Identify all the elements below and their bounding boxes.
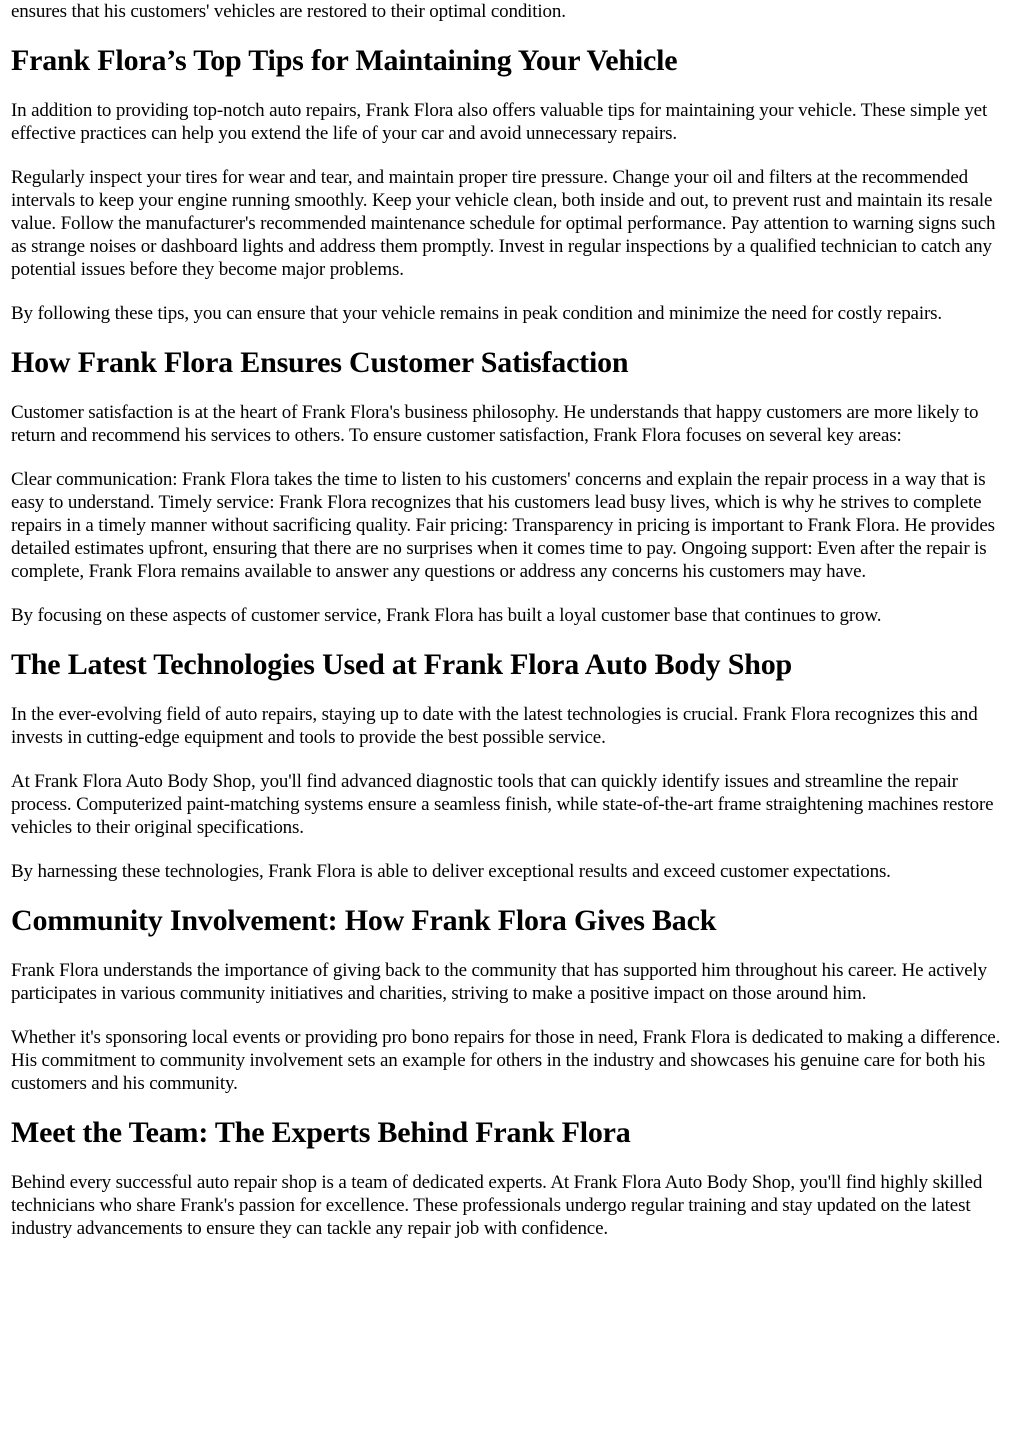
paragraph: Clear communication: Frank Flora takes the time to listen to his customers' concerns and explain the repair process in a way that is easy to understand. Timely service: Frank Flora recognizes that his customers lead busy lives, which is why he strives to complete repairs in a timely manner without sacrificing quality. Fair pricing: Transparency in pricing is important to Frank Flora. He provides detailed estimates upfront, ensuring that there are no surprises when it comes time to pay. Ongoing support: Even after the repair is complete, Frank Flora remains available to answer any questions or address any concerns his customers may have. [11,469,995,582]
section-customer-satisfaction [11,345,1013,627]
section-heading: Meet the Team: The Experts Behind Frank Flora [11,1116,631,1149]
paragraph: Whether it's sponsoring local events or providing pro bono repairs for those in need, Frank Flora is dedicated to making a difference. His commitment to community involvement sets an example for others in the industry and showcases his genuine care for both his customers and his community. [11,1027,1001,1094]
paragraph: By focusing on these aspects of customer service, Frank Flora has built a loyal customer base that continues to grow. [11,605,882,626]
paragraph: Regularly inspect your tires for wear and tear, and maintain proper tire pressure. Change your oil and filters at the recommended intervals to keep your engine running smoothly. Keep your vehicle clean, both inside and out, to prevent rust and maintain its resale value. Follow the manufacturer's recommended maintenance schedule for optimal performance. Pay attention to warning signs such as strange noises or dashboard lights and address them promptly. Invest in regular inspections by a qualified technician to catch any potential issues before they become major problems. [11,167,996,280]
section-team [11,1115,1013,1240]
section-heading: How Frank Flora Ensures Customer Satisfaction [11,346,629,379]
section-heading: Community Involvement: How Frank Flora Gives Back [11,904,717,937]
section-technologies [11,647,1013,883]
paragraph: By following these tips, you can ensure that your vehicle remains in peak condition and minimize the need for costly repairs. [11,303,942,324]
section-heading: The Latest Technologies Used at Frank Flora Auto Body Shop [11,648,793,681]
paragraph: In the ever-evolving field of auto repairs, staying up to date with the latest technologies is crucial. Frank Flora recognizes this and invests in cutting-edge equipment and tools to provide the best possible service. [11,704,978,748]
paragraph: At Frank Flora Auto Body Shop, you'll find advanced diagnostic tools that can quickly identify issues and streamline the repair process. Computerized paint-matching systems ensure a seamless finish, while state-of-the-art frame straightening machines restore vehicles to their original specifications. [11,771,994,838]
paragraph: Behind every successful auto repair shop is a team of dedicated experts. At Frank Flora Auto Body Shop, you'll find highly skilled technicians who share Frank's passion for excellence. These professionals undergo regular training and stay updated on the latest industry advancements to ensure they can tackle any repair job with confidence. [11,1172,983,1239]
section-maintenance-tips [11,43,1013,325]
paragraph: Frank Flora understands the importance of giving back to the community that has supported him throughout his career. He actively participates in various community initiatives and charities, striving to make a positive impact on those around him. [11,960,987,1004]
section-heading: Frank Flora’s Top Tips for Maintaining Your Vehicle [11,44,678,77]
paragraph: In addition to providing top-notch auto repairs, Frank Flora also offers valuable tips for maintaining your vehicle. These simple yet effective practices can help you extend the life of your car and avoid unnecessary repairs. [11,100,988,144]
paragraph: By harnessing these technologies, Frank Flora is able to deliver exceptional results and exceed customer expectations. [11,861,891,882]
intro-tail-paragraph: ensures that his customers' vehicles are restored to their optimal condition. [11,1,566,22]
paragraph: Customer satisfaction is at the heart of Frank Flora's business philosophy. He understands that happy customers are more likely to return and recommend his services to others. To ensure customer satisfaction, Frank Flora focuses on several key areas: [11,402,979,446]
section-community [11,903,1013,1095]
